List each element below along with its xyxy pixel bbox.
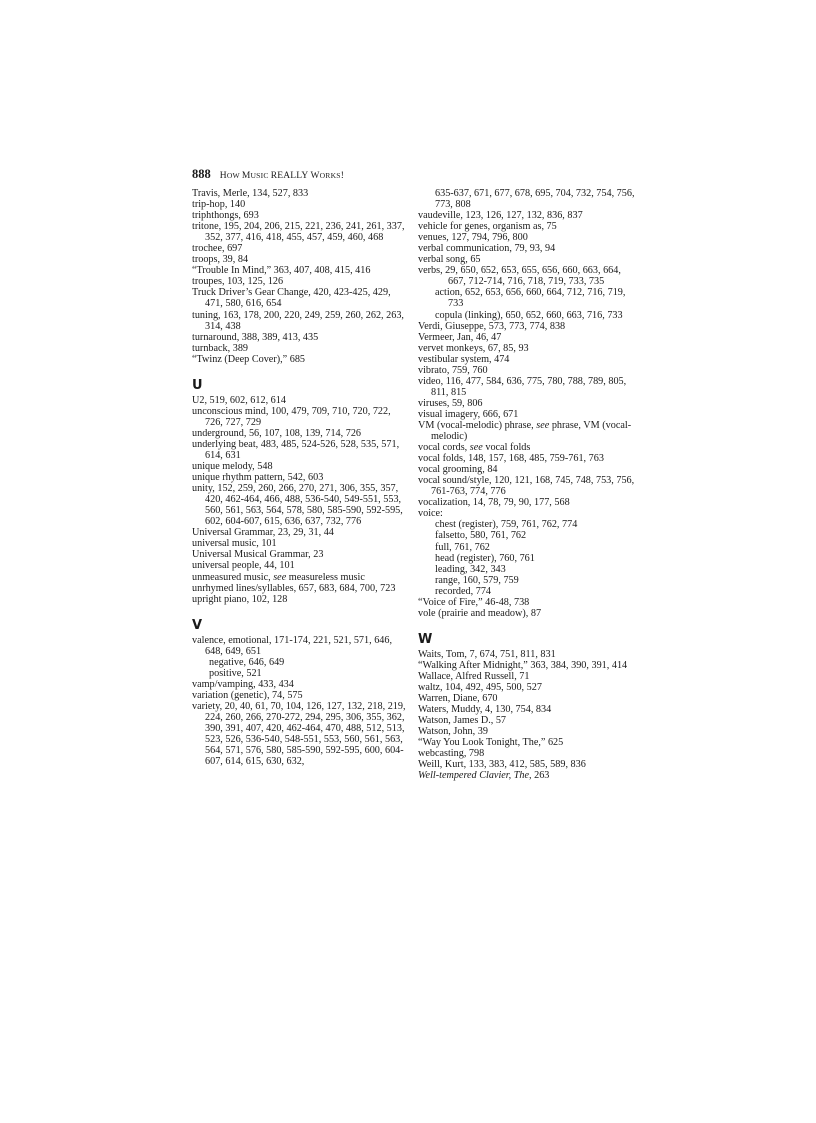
index-subentry: copula (linking), 650, 652, 660, 663, 716, 733 bbox=[435, 309, 623, 321]
index-entry: Waters, Muddy, 4, 130, 754, 834 bbox=[418, 704, 552, 716]
index-entry: vestibular system, 474 bbox=[418, 353, 510, 365]
running-header bbox=[192, 167, 344, 183]
index-entry: Travis, Merle, 134, 527, 833 bbox=[192, 188, 309, 199]
index-subentry: positive, 521 bbox=[209, 667, 262, 679]
index-entry: “Way You Look Tonight, The,” 625 bbox=[418, 737, 564, 749]
index-subentry: full, 761, 762 bbox=[435, 541, 490, 553]
index-entry: Truck Driver’s Gear Change, 420, 423-425, 429, 471, 580, 616, 654 bbox=[192, 287, 391, 310]
index-entry: venues, 127, 794, 796, 800 bbox=[418, 232, 528, 244]
index-subentry: head (register), 760, 761 bbox=[435, 552, 535, 564]
index-entry: “Voice of Fire,” 46-48, 738 bbox=[418, 596, 530, 608]
index-entry: vocal grooming, 84 bbox=[418, 464, 498, 476]
index-entry: verbal communication, 79, 93, 94 bbox=[418, 243, 556, 255]
index-entry: unity, 152, 259, 260, 266, 270, 271, 306, 355, 357, 420, 462-464, 466, 488, 536-540, 549-551, 553, 560, 561, 563, 564, 578, 580, 585-590, 592-595, 602, 604-607, 615, 636, 637, 732, 776 bbox=[192, 483, 403, 528]
index-entry: vibrato, 759, 760 bbox=[418, 364, 488, 376]
index-entry: vocal sound/style, 120, 121, 168, 745, 748, 753, 756, 761-763, 774, 776 bbox=[418, 475, 635, 498]
index-subentry: recorded, 774 bbox=[435, 585, 492, 597]
index-entry: unrhymed lines/syllables, 657, 683, 684, 700, 723 bbox=[192, 582, 396, 594]
index-entry: viruses, 59, 806 bbox=[418, 397, 483, 409]
index-entry: Waits, Tom, 7, 674, 751, 811, 831 bbox=[418, 648, 556, 660]
index-entry: vocal folds, 148, 157, 168, 485, 759-761, 763 bbox=[418, 453, 604, 465]
index-entry: Watson, James D., 57 bbox=[418, 715, 507, 727]
index-entry: tuning, 163, 178, 200, 220, 249, 259, 260, 262, 263, 314, 438 bbox=[192, 309, 404, 332]
index-entry: valence, emotional, 171-174, 221, 521, 571, 646, 648, 649, 651 bbox=[192, 634, 393, 657]
index-entry: vamp/vamping, 433, 434 bbox=[192, 678, 294, 690]
index-entry-continued: 635-637, 671, 677, 678, 695, 704, 732, 754, 756, 773, 808 bbox=[435, 188, 635, 211]
index-entry: trip-hop, 140 bbox=[192, 199, 246, 211]
index-subentry: falsetto, 580, 761, 762 bbox=[435, 530, 527, 542]
index-entry: “Walking After Midnight,” 363, 384, 390, 391, 414 bbox=[418, 659, 628, 671]
index-entry: universal people, 44, 101 bbox=[192, 560, 295, 572]
index-subentry: leading, 342, 343 bbox=[435, 563, 506, 575]
index-subentry: chest (register), 759, 761, 762, 774 bbox=[435, 519, 578, 531]
index-entry-cross-ref: VM (vocal-melodic) phrase, see phrase, VM (vocal-melodic) bbox=[418, 419, 632, 443]
index-entry: triphthongs, 693 bbox=[192, 210, 259, 222]
index-entry: troupes, 103, 125, 126 bbox=[192, 276, 284, 288]
section-letter-w: W bbox=[418, 631, 433, 647]
index-entry: Weill, Kurt, 133, 383, 412, 585, 589, 836 bbox=[418, 759, 586, 771]
index-entry: variation (genetic), 74, 575 bbox=[192, 689, 303, 701]
index-entry: Universal Grammar, 23, 29, 31, 44 bbox=[192, 527, 334, 539]
index-entry: Verdi, Giuseppe, 573, 773, 774, 838 bbox=[418, 320, 566, 332]
index-entry-cross-ref: vocal cords, see vocal folds bbox=[418, 442, 531, 454]
index-entry: variety, 20, 40, 61, 70, 104, 126, 127, 132, 218, 219, 224, 260, 266, 270-272, 294, 295, 306, 355, 362, 390, 391, 407, 420, 462-464, 470, 488, 512, 513, 523, 526, 536-540, 548-551, 553, 560, 561, 563, 564, 571, 576, 580, 585-590, 592-595, 600, 604-607, 614, 615, 630, 632, bbox=[192, 700, 406, 768]
index-entry: turnaround, 388, 389, 413, 435 bbox=[192, 331, 319, 343]
book-title: HOW MUSIC REALLY WORKS! bbox=[219, 171, 345, 181]
index-entry: vaudeville, 123, 126, 127, 132, 836, 837 bbox=[418, 210, 583, 222]
index-entry-cross-ref: unmeasured music, see measureless music bbox=[192, 571, 365, 583]
index-entry: Watson, John, 39 bbox=[418, 726, 488, 738]
index-entry: Universal Musical Grammar, 23 bbox=[192, 549, 324, 561]
index-entry: voice: bbox=[418, 508, 443, 520]
index-entry: Vermeer, Jan, 46, 47 bbox=[418, 331, 502, 343]
index-entry-italic-title: Well-tempered Clavier, The, 263 bbox=[418, 770, 550, 782]
index-entry: unconscious mind, 100, 479, 709, 710, 720, 722, 726, 727, 729 bbox=[192, 405, 391, 428]
index-entry: upright piano, 102, 128 bbox=[192, 593, 288, 605]
index-entry: turnback, 389 bbox=[192, 342, 249, 354]
index-entry: waltz, 104, 492, 495, 500, 527 bbox=[418, 681, 542, 693]
index-entry: unique melody, 548 bbox=[192, 461, 273, 473]
index-entry: underground, 56, 107, 108, 139, 714, 726 bbox=[192, 427, 362, 439]
index-subentry: action, 652, 653, 656, 660, 664, 712, 716, 719, 733 bbox=[435, 287, 626, 310]
index-entry: “Twinz (Deep Cover),” 685 bbox=[192, 353, 306, 365]
index-entry: underlying beat, 483, 485, 524-526, 528, 535, 571, 614, 631 bbox=[192, 438, 400, 461]
index-entry: unique rhythm pattern, 542, 603 bbox=[192, 472, 324, 484]
index-entry: trochee, 697 bbox=[192, 243, 243, 255]
index-entry: tritone, 195, 204, 206, 215, 221, 236, 241, 261, 337, 352, 377, 416, 418, 455, 457, 459, 460, 468 bbox=[192, 221, 405, 244]
index-entry: “Trouble In Mind,” 363, 407, 408, 415, 416 bbox=[192, 265, 371, 277]
index-entry: verbal song, 65 bbox=[418, 254, 481, 266]
index-entry: U2, 519, 602, 612, 614 bbox=[192, 394, 286, 406]
index-entry: vehicle for genes, organism as, 75 bbox=[418, 221, 557, 233]
index-entry: vocalization, 14, 78, 79, 90, 177, 568 bbox=[418, 497, 570, 509]
index-entry: troops, 39, 84 bbox=[192, 254, 249, 266]
index-entry: universal music, 101 bbox=[192, 538, 277, 550]
index-entry: vole (prairie and meadow), 87 bbox=[418, 607, 542, 619]
index-subentry: range, 160, 579, 759 bbox=[435, 574, 519, 586]
index-entry: video, 116, 477, 584, 636, 775, 780, 788, 789, 805, 811, 815 bbox=[418, 375, 627, 398]
index-entry: Warren, Diane, 670 bbox=[418, 693, 498, 705]
index-entry: vervet monkeys, 67, 85, 93 bbox=[418, 342, 529, 354]
index-column-right bbox=[418, 188, 636, 781]
section-letter-u: U bbox=[192, 377, 203, 393]
index-subentry: negative, 646, 649 bbox=[209, 656, 285, 668]
index-entry: visual imagery, 666, 671 bbox=[418, 408, 519, 420]
index-column-left bbox=[192, 188, 410, 767]
page-number: 888 bbox=[192, 167, 211, 181]
index-entry: verbs, 29, 650, 652, 653, 655, 656, 660, 663, 664, 667, 712-714, 716, 718, 719, 733, 735 bbox=[418, 265, 621, 288]
section-letter-v: V bbox=[192, 617, 203, 633]
index-entry: webcasting, 798 bbox=[418, 748, 485, 760]
index-entry: Wallace, Alfred Russell, 71 bbox=[418, 670, 530, 682]
